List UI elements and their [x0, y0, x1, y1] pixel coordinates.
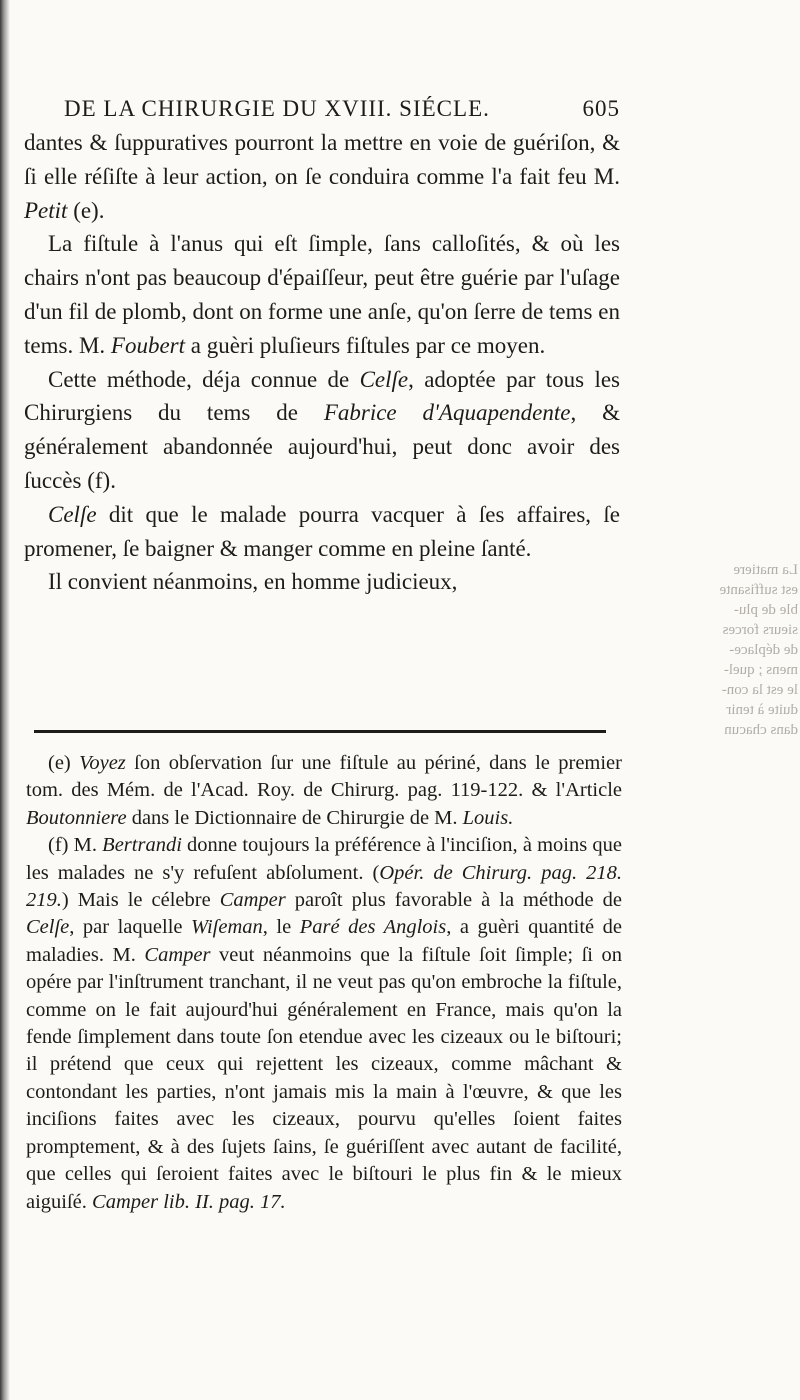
paragraph-1: dantes & ſuppuratives pourront la mettre en voie de guériſon, & ſi elle réſiſte à leur action, on ſe conduira comme l'a fait feu M. Petit (e).	[24, 130, 620, 223]
running-header	[64, 96, 620, 122]
source-citation: Camper lib. II. pag. 17.	[92, 1190, 286, 1213]
paragraph-5: Il convient néanmoins, en homme judicieux,	[48, 569, 458, 595]
paragraph-4: Celſe dit que le malade pourra vacquer à ſes affaires, ſe promener, ſe baigner & manger comme en pleine ſanté.	[24, 501, 620, 561]
person-name: Fabrice d'Aquapendente	[323, 400, 571, 426]
show-through-line: de déplace-	[729, 642, 798, 658]
show-through-line: sieurs forces	[722, 622, 798, 638]
show-through-line: mens ; quel-	[723, 662, 798, 678]
paragraph-3: Cette méthode, déja connue de Celſe, adoptée par tous les Chirurgiens du tems de Fabrice d'Aquapendente, & généralement abandonnée aujourd'hui, peut donc avoir des ſuccès (f).	[24, 366, 620, 493]
paragraph-2: La fiſtule à l'anus qui eſt ſimple, ſans calloſités, & où les chairs n'ont pas beaucoup d'épaiſſeur, peut être guérie par l'uſage d'un fil de plomb, dont on forme une anſe, qu'on ſerre de tems en tems. M. Foubert a guèri pluſieurs fiſtules par ce moyen.	[24, 231, 620, 358]
footnote-divider	[34, 730, 606, 733]
footnote-f: (f) M. Bertrandi donne toujours la préférence à l'inciſion, à moins que les malades ne s'y refuſent abſolument. (Opér. de Chirurg. pag. 218. 219.) Mais le célebre Camper paroît plus favorable à la méthode de Celſe, par laquelle Wiſeman, le Paré des Anglois, a guèri quantité de maladies. M. Camper veut néanmoins que la fiſtule ſoit ſimple; ſi on opére par l'inſtrument tranchant, il ne veut pas qu'on embroche la fiſtule, comme on le fait aujourd'hui généralement en France, mais qu'on la fende ſimplement dans toute ſon etendue avec les cizeaux ou le biſtouri; il prétend que ceux qui rejettent les cizeaux, comme mâchant & contondant les parties, n'ont jamais mis la main à l'œuvre, & que les inciſions faites avec les cizeaux, pourvu qu'elles ſoient faites promptement, & à des ſujets ſains, ſe guériſſent avec autant de facilité, que celles qui ſeroient faites avec le biſtouri le plus fin & le mieux aiguiſé. Camper lib. II. pag. 17.	[26, 834, 623, 1213]
show-through-line: ble de plu-	[733, 602, 798, 618]
person-name: Petit	[24, 197, 68, 223]
footnote-ref: (e).	[67, 197, 105, 223]
person-name: Celſe	[359, 366, 409, 392]
show-through-line: est suffisante	[719, 582, 798, 598]
main-text	[24, 126, 620, 599]
show-through-line: dans chacun	[724, 722, 798, 738]
show-through-text	[618, 560, 798, 740]
binding-shadow	[0, 0, 10, 1400]
page-number: 605	[582, 96, 620, 121]
running-title: DE LA CHIRURGIE DU XVIII. SIÉCLE.	[64, 96, 490, 121]
footnotes	[26, 750, 622, 1216]
show-through-line: La matiere	[733, 562, 798, 578]
show-through-line: le est la con-	[721, 682, 798, 698]
person-name: Celſe	[48, 501, 97, 527]
footnote-e: (e) Voyez ſon obſervation ſur une fiſtule au périné, dans le premier tom. des Mém. de l'Acad. Roy. de Chirurg. pag. 119-122. & l'Article Boutonniere dans le Dictionnaire de Chirurgie de M. Louis.	[26, 752, 622, 829]
show-through-line: duite à tenir	[726, 702, 798, 718]
person-name: Foubert	[110, 332, 185, 358]
